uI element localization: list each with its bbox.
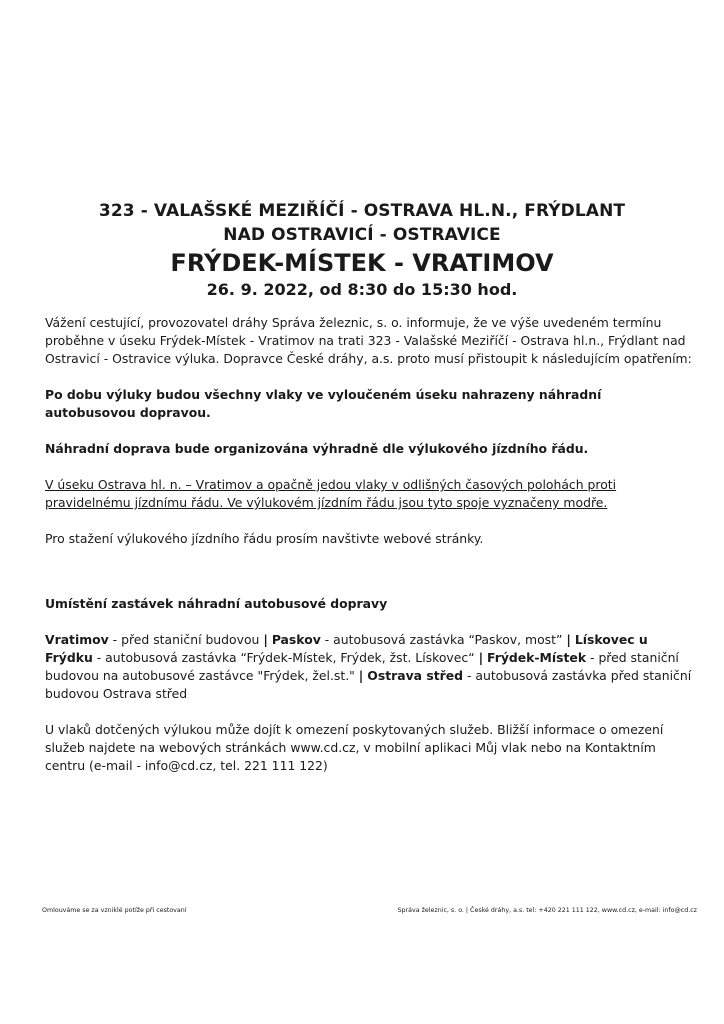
stop-separator: | (478, 650, 484, 665)
stop-name: Paskov (271, 632, 321, 647)
service-limits-paragraph: U vlaků dotčených výlukou může dojít k omezení poskytovaných služeb. Bližší informace o omezení služeb najdete na webových stránkách www.cd.cz, v mobilní aplikaci Můj vlak nebo na Kontaktním centru (e-mail - info@cd.cz, tel. 221 111 122) (45, 722, 664, 773)
stop-description: - autobusová zastávka “Paskov, most” (320, 632, 567, 647)
timetable-paragraph: Náhradní doprava bude organizována výhradně dle výlukového jízdního řádu. (45, 441, 589, 456)
stop-name: Vratimov (45, 632, 109, 647)
stop-separator: | (566, 632, 571, 647)
bus-stops-heading: Umístění zastávek náhradní autobusové dopravy (45, 596, 388, 611)
intro-paragraph: Vážení cestující, provozovatel dráhy Správa železnic, s. o. informuje, že ve výše uvedeném termínu proběhne v úseku Frýdek-Místek - Vratimov na trati 323 - Valašské Meziříčí - Ostrava hl.n., Frýdlant nad Ostravicí - Ostravice výluka. Dopravce České dráhy, a.s. proto musí přistoupit k následujícím opatřením: (45, 315, 692, 366)
stop-description: - před staniční budovou na autobusové zastávce "Frýdek, žel.st." (45, 650, 679, 683)
stop-name: Ostrava střed (367, 668, 464, 683)
stop-separator: | (358, 668, 364, 683)
stop-description: - autobusová zastávka “Frýdek-Místek, Frýdek, žst. Lískovec“ (92, 650, 479, 665)
bus-stops-paragraph (45, 631, 695, 703)
stop-name: Frýdek-Místek (487, 650, 587, 665)
download-timetable-paragraph: Pro stažení výlukového jízdního řádu prosím navštivte webové stránky. (45, 531, 484, 546)
notice-body (45, 314, 695, 775)
schedule-shift-paragraph: V úseku Ostrava hl. n. – Vratimov a opačně jedou vlaky v odlišných časových polohách proti pravidelnému jízdnímu řádu. Ve výlukovém jízdním řádu jsou tyto spoje vyznačeny modře. (45, 477, 617, 510)
notice-header (40, 199, 684, 302)
footer-apology: Omlouváme se za vzniklé potíže při cestovaní (42, 907, 187, 914)
stop-separator: | (263, 632, 268, 647)
route-title-line-2: NAD OSTRAVICÍ - OSTRAVICE (223, 225, 501, 245)
closure-date-time: 26. 9. 2022, od 8:30 do 15:30 hod. (206, 280, 518, 299)
stop-description: - autobusová zastávka před staniční budovou Ostrava střed (45, 668, 692, 701)
stop-name: Lískovec u Frýdku (45, 632, 648, 665)
route-title-line-1: 323 - VALAŠSKÉ MEZIŘÍČÍ - OSTRAVA HL.N., FRÝDLANT (98, 201, 626, 221)
replacement-bus-paragraph: Po dobu výluky budou všechny vlaky ve vyloučeném úseku nahrazeny náhradní autobusovou dopravou. (45, 387, 602, 420)
stop-description: - před staniční budovou (108, 632, 264, 647)
affected-section-title: FRÝDEK-MÍSTEK - VRATIMOV (170, 249, 554, 277)
footer-contacts: Správa železnic, s. o. | České dráhy, a.s. tel: +420 221 111 122, www.cd.cz, e-mail: info@cd.cz (397, 907, 697, 914)
